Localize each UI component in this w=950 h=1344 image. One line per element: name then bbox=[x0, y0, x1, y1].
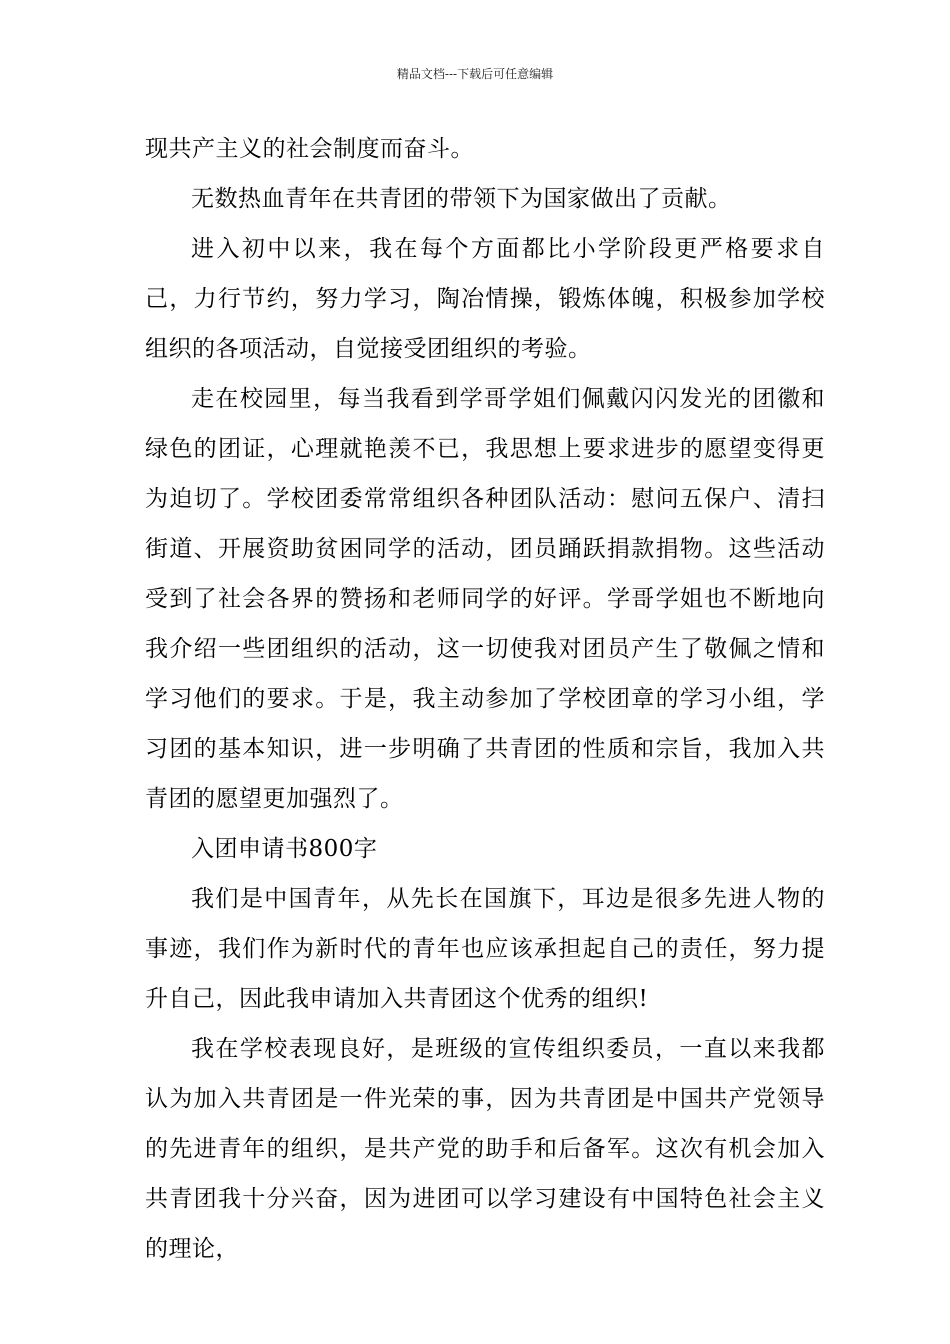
paragraph: 进入初中以来，我在每个方面都比小学阶段更严格要求自己，力行节约，努力学习，陶冶情操，锻炼体魄，积极参加学校组织的各项活动，自觉接受团组织的考验。 bbox=[145, 236, 825, 362]
paragraph: 无数热血青年在共青团的带领下为国家做出了贡献。 bbox=[191, 186, 732, 212]
paragraph: 我在学校表现良好，是班级的宣传组织委员，一直以来我都认为加入共青团是一件光荣的事，因为共青团是中国共产党领导的先进青年的组织，是共产党的助手和后备军。这次有机会加入共青团我十分兴奋，因为进团可以学习建设有中国特色社会主义的理论， bbox=[145, 1036, 825, 1262]
paragraph: 现共产主义的社会制度而奋斗。 bbox=[145, 136, 474, 162]
section-heading: 入团申请书800字 bbox=[191, 836, 378, 862]
document-body bbox=[145, 124, 825, 1274]
paragraph: 走在校园里，每当我看到学哥学姐们佩戴闪闪发光的团徽和绿色的团证，心理就艳羡不已，我思想上要求进步的愿望变得更为迫切了。学校团委常常组织各种团队活动：慰问五保户、清扫街道、开展资助贫困同学的活动，团员踊跃捐款捐物。这些活动受到了社会各界的赞扬和老师同学的好评。学哥学姐也不断地向我介绍一些团组织的活动，这一切使我对团员产生了敬佩之情和学习他们的要求。于是，我主动参加了学校团章的学习小组，学习团的基本知识，进一步明确了共青团的性质和宗旨，我加入共青团的愿望更加强烈了。 bbox=[145, 386, 825, 812]
page-header: 精品文档---下载后可任意编辑 bbox=[396, 67, 554, 81]
paragraph: 我们是中国青年，从先长在国旗下，耳边是很多先进人物的事迹，我们作为新时代的青年也应该承担起自己的责任，努力提升自己，因此我申请加入共青团这个优秀的组织! bbox=[145, 886, 825, 1012]
